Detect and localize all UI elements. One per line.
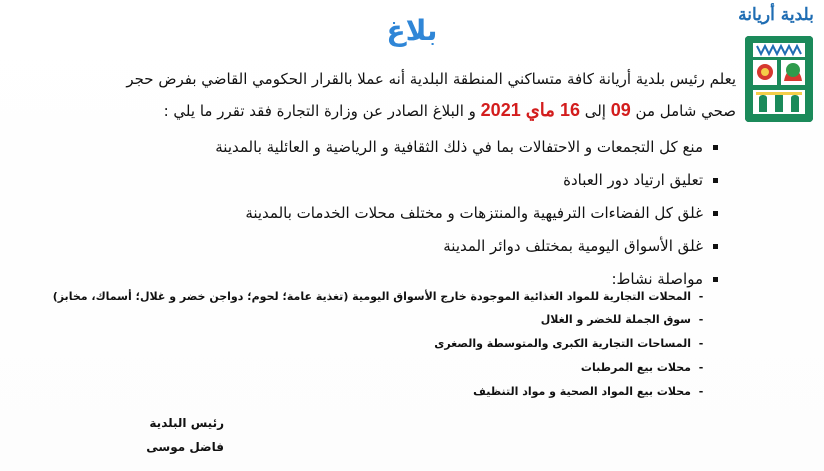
measure-text: غلق كل الفضاءات الترفيهية والمنتزهات و مختلف محلات الخدمات بالمدينة [245, 204, 703, 222]
line-2-middle: إلى [579, 102, 611, 120]
activity-item [16, 332, 706, 356]
signature-title: رئيس البلدية [149, 416, 224, 430]
measure-text: مواصلة نشاط: [611, 270, 703, 288]
municipality-name: بلدية أريانة [738, 5, 814, 25]
square-bullet-icon [713, 211, 718, 216]
dash-icon: - [698, 290, 704, 303]
activity-item [16, 286, 706, 308]
municipal-crest-icon [745, 36, 813, 122]
measure-text: منع كل التجمعات و الاحتفالات بما في ذلك الثقافية و الرياضية و العائلية بالمدينة [215, 138, 703, 156]
date-from: 09 [610, 100, 631, 120]
dash-icon: - [698, 313, 704, 326]
line-2-after: و البلاغ الصادر عن وزارة التجارة فقد تقرر ما يلي : [163, 102, 481, 120]
measure-text: غلق الأسواق اليومية بمختلف دوائر المدينة [443, 237, 703, 255]
activity-item [16, 356, 706, 380]
signature-name: فاضل موسى [146, 440, 224, 454]
activity-text: محلات بيع المرطبات [580, 361, 691, 374]
notice-title: بلاغ [386, 14, 438, 47]
measure-text: تعليق ارتياد دور العبادة [563, 171, 703, 189]
activity-text: المساحات التجارية الكبرى والمتوسطة والصغرى [434, 337, 691, 350]
dash-icon: - [698, 385, 704, 398]
measure-item [138, 231, 718, 261]
activity-text: محلات بيع المواد الصحية و مواد التنظيف [473, 385, 691, 398]
activity-item [16, 308, 706, 332]
date-to: 16 ماي 2021 [480, 100, 580, 120]
measures-list [138, 132, 718, 297]
measure-item [138, 165, 718, 195]
square-bullet-icon [713, 244, 718, 249]
notice-line-1: يعلم رئيس بلدية أريانة كافة متساكني المنطقة البلدية أنه عملا بالقرار الحكومي القاضي بفرض حجر [126, 70, 736, 88]
activity-text: المحلات التجارية للمواد الغذائية الموجودة خارج الأسواق اليومية (تغذية عامة؛ لحوم؛ دواجن خضر و غلال؛ أسماك، مخابز) [52, 290, 691, 303]
line-2-before: صحي شامل من [630, 102, 736, 120]
square-bullet-icon [713, 277, 718, 282]
dash-icon: - [698, 337, 704, 350]
activity-text: سوق الجملة للخضر و الغلال [540, 313, 691, 326]
dash-icon: - [698, 361, 704, 374]
measure-item [138, 132, 718, 162]
continued-activities-list [16, 286, 706, 404]
square-bullet-icon [713, 178, 718, 183]
measure-item [138, 198, 718, 228]
notice-line-2 [36, 99, 736, 122]
activity-item [16, 380, 706, 404]
square-bullet-icon [713, 145, 718, 150]
